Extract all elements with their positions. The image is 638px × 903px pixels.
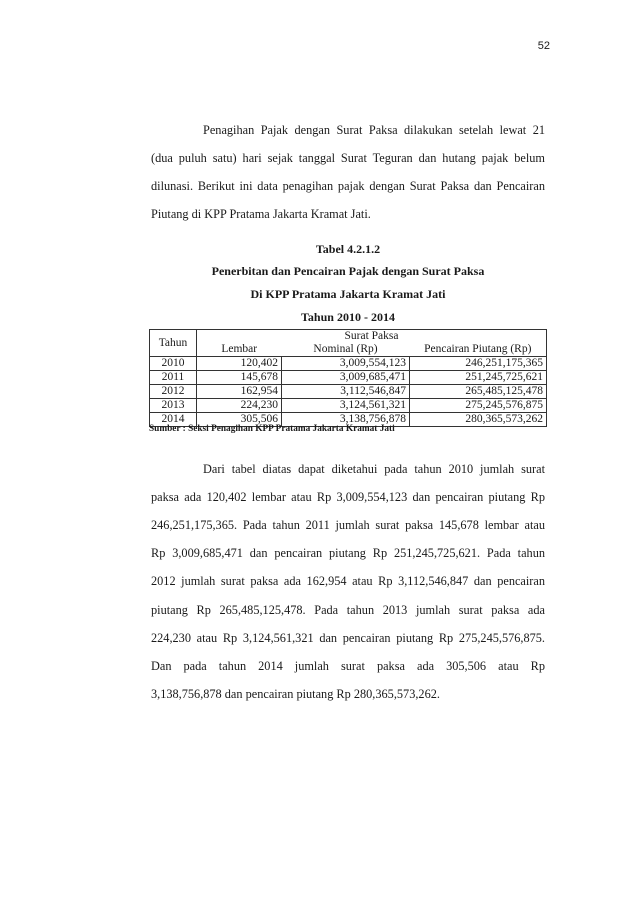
surat-paksa-table xyxy=(149,329,547,427)
lembar-cell: 162,954 xyxy=(197,385,282,399)
page-number: 52 xyxy=(537,40,550,52)
analysis-line: Dan pada tahun 2014 jumlah surat paksa ada 305,506 atau Rp xyxy=(151,659,545,673)
analysis-line: 224,230 atau Rp 3,124,561,321 dan pencairan piutang Rp 275,245,576,875. xyxy=(151,631,545,645)
lembar-cell: 224,230 xyxy=(197,399,282,413)
pencairan-header: Pencairan Piutang (Rp) xyxy=(410,343,547,357)
lembar-cell: 120,402 xyxy=(197,357,282,371)
table-row xyxy=(150,385,547,399)
lembar-header: Lembar xyxy=(197,343,282,357)
year-cell: 2014 xyxy=(150,413,197,427)
nominal-cell: 3,009,554,123 xyxy=(282,357,410,371)
table-row xyxy=(150,399,547,413)
analysis-line: 246,251,175,365. Pada tahun 2011 jumlah surat paksa 145,678 lembar atau xyxy=(151,518,545,532)
nominal-cell: 3,112,546,847 xyxy=(282,385,410,399)
table-row xyxy=(150,357,547,371)
table-subtitle-location: Di KPP Pratama Jakarta Kramat Jati xyxy=(250,287,446,301)
intro-line: Piutang di KPP Pratama Jakarta Kramat Jati. xyxy=(151,207,371,221)
analysis-line: 3,138,756,878 dan pencairan piutang Rp 280,365,573,262. xyxy=(151,687,440,701)
intro-line: dilunasi. Berikut ini data penagihan pajak dengan Surat Paksa dan Pencairan xyxy=(151,179,545,193)
year-cell: 2010 xyxy=(150,357,197,371)
nominal-cell: 3,124,561,321 xyxy=(282,399,410,413)
table-source-note: Sumber : Seksi Penagihan KPP Pratama Jakarta Kramat Jati xyxy=(149,424,395,434)
year-header: Tahun xyxy=(150,330,197,357)
intro-line: Penagihan Pajak dengan Surat Paksa dilakukan setelah lewat 21 xyxy=(203,123,545,137)
surat-paksa-group-header: Surat Paksa xyxy=(197,330,547,344)
year-cell: 2011 xyxy=(150,371,197,385)
analysis-line: Dari tabel diatas dapat diketahui pada tahun 2010 jumlah surat xyxy=(203,462,545,476)
year-cell: 2012 xyxy=(150,385,197,399)
intro-line: (dua puluh satu) hari sejak tanggal Surat Teguran dan hutang pajak belum xyxy=(151,151,545,165)
nominal-header: Nominal (Rp) xyxy=(282,343,410,357)
table-title: Penerbitan dan Pencairan Pajak dengan Surat Paksa xyxy=(211,264,485,278)
analysis-line: 2012 jumlah surat paksa ada 162,954 atau Rp 3,112,546,847 dan pencairan xyxy=(151,574,545,588)
table-header-row xyxy=(150,330,547,344)
table-subheader-row xyxy=(150,343,547,357)
pencairan-cell: 251,245,725,621 xyxy=(410,371,547,385)
table-subtitle-period: Tahun 2010 - 2014 xyxy=(301,310,395,324)
analysis-line: paksa ada 120,402 lembar atau Rp 3,009,554,123 dan pencairan piutang Rp xyxy=(151,490,545,504)
pencairan-cell: 265,485,125,478 xyxy=(410,385,547,399)
table-row xyxy=(150,371,547,385)
lembar-cell: 305,506 xyxy=(197,413,282,427)
pencairan-cell: 246,251,175,365 xyxy=(410,357,547,371)
pencairan-cell: 275,245,576,875 xyxy=(410,399,547,413)
nominal-cell: 3,009,685,471 xyxy=(282,371,410,385)
analysis-line: piutang Rp 265,485,125,478. Pada tahun 2013 jumlah surat paksa ada xyxy=(151,603,545,617)
analysis-line: Rp 3,009,685,471 dan pencairan piutang Rp 251,245,725,621. Pada tahun xyxy=(151,546,545,560)
lembar-cell: 145,678 xyxy=(197,371,282,385)
pencairan-cell: 280,365,573,262 xyxy=(410,413,547,427)
nominal-cell: 3,138,756,878 xyxy=(282,413,410,427)
table-number: Tabel 4.2.1.2 xyxy=(315,242,381,256)
year-cell: 2013 xyxy=(150,399,197,413)
